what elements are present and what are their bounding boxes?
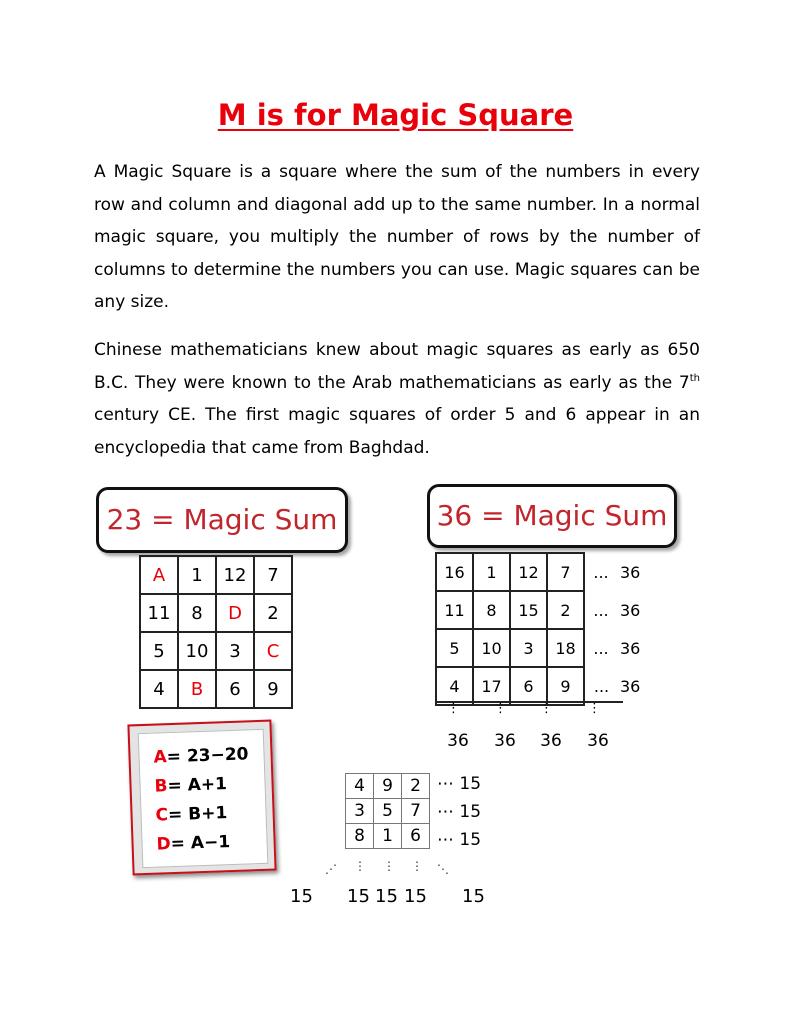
grid-cell: 12 xyxy=(216,556,254,594)
grid-cell: 1 xyxy=(178,556,216,594)
table-row xyxy=(140,632,292,670)
row-sum: 36 xyxy=(620,562,641,582)
row-ellipsis: ... xyxy=(593,600,609,620)
grid-cell: 8 xyxy=(473,591,510,629)
grid-cell: 15 xyxy=(510,591,547,629)
grid-cell: 10 xyxy=(473,629,510,667)
grid-cell: 11 xyxy=(436,591,473,629)
column-sum: 15 xyxy=(462,886,485,907)
grid-cell: 3 xyxy=(216,632,254,670)
diagonal-dots: ⋰ xyxy=(325,862,337,876)
formula-letter: B xyxy=(154,776,168,797)
ordinal-superscript: th xyxy=(689,372,700,384)
grid-cell: 7 xyxy=(402,799,430,824)
grid-cell: 6 xyxy=(510,667,547,705)
intro-paragraph: A Magic Square is a square where the sum of the numbers in every row and column and diagonal add up to the same number. In a normal magic square, you multiply the number of rows by the number of columns to determine the numbers you can use. Magic squares can be any size. xyxy=(94,162,700,312)
magic-sum-36-label: 36 = Magic Sum xyxy=(427,484,677,548)
table-row xyxy=(436,553,654,591)
column-sum: 15 xyxy=(375,886,398,907)
row-ellipsis: ... xyxy=(593,676,610,696)
grid-cell: 11 xyxy=(140,594,178,632)
magic-sum-23-label: 23 = Magic Sum xyxy=(96,487,348,553)
table-row xyxy=(436,667,654,705)
row-sum xyxy=(437,774,481,794)
grid-cell: 2 xyxy=(547,591,584,629)
grid-cell: 8 xyxy=(178,594,216,632)
grid-cell: 9 xyxy=(254,670,292,708)
grid-cell: 3 xyxy=(346,799,374,824)
grid-cell: A xyxy=(140,556,178,594)
formula-letter: A xyxy=(153,747,168,768)
column-sum: 36 xyxy=(587,731,609,751)
column-sum: 36 xyxy=(540,731,562,751)
formula-letter: C xyxy=(155,805,169,826)
history-text-start: Chinese mathematicians knew about magic squares as early as 650 B.C. They were known to the Arab mathematicians as early as the 7 xyxy=(94,340,700,393)
formula-line xyxy=(156,832,230,855)
table-row xyxy=(140,594,292,632)
row-dots: ⋯ xyxy=(437,774,454,794)
table-row xyxy=(346,799,430,824)
formula-line xyxy=(153,744,249,767)
row-ellipsis: ... xyxy=(593,562,609,582)
grid-cell: C xyxy=(254,632,292,670)
grid-cell: 5 xyxy=(140,632,178,670)
grid-cell: 2 xyxy=(254,594,292,632)
grid-cell: 16 xyxy=(436,553,473,591)
grid-cell: 18 xyxy=(547,629,584,667)
grid-cell: 4 xyxy=(140,670,178,708)
grid-cell: 6 xyxy=(402,824,430,849)
column-sum: 15 xyxy=(404,886,427,907)
column-ellipsis: ⋮ xyxy=(447,701,460,716)
column-dots: ⋮ xyxy=(411,859,423,873)
table-row xyxy=(140,556,292,594)
grid-cell: 4 xyxy=(346,774,374,799)
formula-letter: D xyxy=(156,834,172,855)
row-dots: ⋯ xyxy=(437,802,454,822)
column-ellipsis: ⋮ xyxy=(540,701,553,716)
page-title: M is for Magic Square xyxy=(217,98,574,132)
grid-cell: 2 xyxy=(402,774,430,799)
table-row xyxy=(140,670,292,708)
column-ellipsis: ⋮ xyxy=(494,701,507,716)
history-text-end: century CE. The first magic squares of order 5 and 6 appear in an encyclopedia that came from Baghdad. xyxy=(94,405,700,458)
magic-square-36 xyxy=(435,552,655,706)
row-sum-value: 15 xyxy=(459,774,482,794)
grid-cell: 1 xyxy=(374,824,402,849)
grid-cell: 7 xyxy=(254,556,292,594)
grid-cell: 1 xyxy=(473,553,510,591)
table-row xyxy=(346,774,430,799)
column-ellipsis: ⋮ xyxy=(588,701,601,716)
column-sum: 36 xyxy=(494,731,516,751)
table-row xyxy=(436,629,654,667)
formula-line xyxy=(154,774,227,797)
row-sum-value: 15 xyxy=(459,830,482,850)
row-sum xyxy=(437,830,481,850)
column-sum: 15 xyxy=(347,886,370,907)
grid-cell: 3 xyxy=(510,629,547,667)
magic-square-23 xyxy=(139,555,293,709)
row-sum-value: 15 xyxy=(459,802,482,822)
row-sum xyxy=(437,802,481,822)
grid-cell: 9 xyxy=(547,667,584,705)
formula-expression: = 23−20 xyxy=(166,744,249,768)
formula-card xyxy=(127,720,276,876)
row-dots: ⋯ xyxy=(437,830,454,850)
row-sum: 36 xyxy=(620,676,641,696)
formula-line xyxy=(155,803,227,825)
formula-expression: = A+1 xyxy=(167,774,228,797)
grid-cell: 8 xyxy=(346,824,374,849)
grid-cell: 10 xyxy=(178,632,216,670)
row-ellipsis: ... xyxy=(593,638,609,658)
grid-cell: B xyxy=(178,670,216,708)
column-sum: 36 xyxy=(447,731,469,751)
grid-cell: 17 xyxy=(473,667,510,705)
formula-expression: = B+1 xyxy=(167,803,228,826)
grid-cell: 5 xyxy=(436,629,473,667)
row-sum: 36 xyxy=(620,638,641,658)
grid-cell: 9 xyxy=(374,774,402,799)
column-sum: 15 xyxy=(290,886,313,907)
table-row xyxy=(346,824,430,849)
formula-expression: = A−1 xyxy=(170,832,231,855)
table-row xyxy=(436,591,654,629)
diagonal-dots: ⋱ xyxy=(437,862,449,876)
magic-square-15 xyxy=(345,773,430,849)
formula-card-panel xyxy=(138,729,269,868)
grid-cell: 4 xyxy=(436,667,473,705)
grid-cell: 6 xyxy=(216,670,254,708)
grid-cell: 5 xyxy=(374,799,402,824)
grid-cell: 12 xyxy=(510,553,547,591)
grid-cell: 7 xyxy=(547,553,584,591)
column-dots: ⋮ xyxy=(383,859,395,873)
row-sum: 36 xyxy=(620,600,641,620)
history-paragraph xyxy=(94,334,700,464)
grid-cell: D xyxy=(216,594,254,632)
column-dots: ⋮ xyxy=(354,859,366,873)
